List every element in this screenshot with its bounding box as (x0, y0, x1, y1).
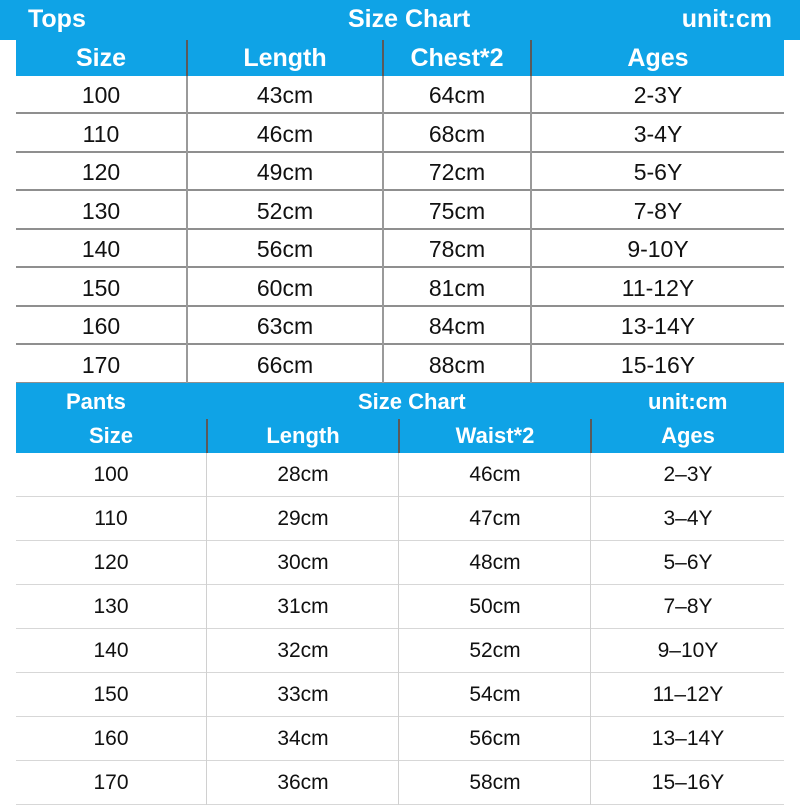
pants-waist-cell: 58cm (469, 771, 521, 794)
tops-size-cell: 120 (81, 159, 121, 185)
pants-ages-cell: 5–6Y (663, 551, 713, 574)
pants-title: Pants (66, 389, 126, 414)
tops-chest-cell: 88cm (428, 351, 486, 378)
pants-table-row (16, 585, 784, 629)
pants-size-cell: 120 (93, 551, 129, 574)
pants-length-cell: 31cm (277, 595, 329, 618)
pants-size-cell: 100 (93, 463, 129, 486)
pants-table-row (16, 629, 784, 673)
tops-ages-cell: 9-10Y (627, 236, 689, 262)
pants-size-cell: 140 (93, 639, 129, 662)
pants-header-row (16, 419, 784, 453)
tops-table-row (16, 76, 784, 114)
pants-ages-cell: 2–3Y (663, 463, 713, 486)
pants-ages-cell: 13–14Y (651, 727, 725, 750)
tops-unit-label: unit:cm (681, 5, 772, 33)
pants-length-cell: 33cm (277, 683, 329, 706)
tops-size-cell: 170 (81, 351, 121, 378)
tops-size-cell: 130 (81, 197, 121, 224)
tops-chest-cell: 84cm (428, 313, 486, 339)
tops-length-cell: 46cm (256, 120, 314, 147)
tops-header-ages: Ages (627, 44, 689, 72)
pants-table-row (16, 717, 784, 761)
pants-header-size: Size (88, 423, 134, 448)
pants-size-cell: 150 (93, 683, 129, 706)
tops-chart-title: Size Chart (348, 5, 471, 33)
tops-table-row (16, 307, 784, 345)
tops-table-row (16, 192, 784, 230)
tops-length-cell: 52cm (256, 197, 314, 224)
pants-waist-cell: 47cm (469, 507, 521, 530)
tops-size-cell: 100 (81, 82, 121, 108)
tops-chest-cell: 81cm (428, 274, 486, 301)
pants-ages-cell: 7–8Y (663, 595, 713, 618)
tops-chest-cell: 72cm (428, 159, 486, 185)
pants-chart-title: Size Chart (358, 389, 466, 414)
pants-table-row (16, 673, 784, 717)
tops-ages-cell: 11-12Y (621, 274, 695, 301)
tops-header-chest: Chest*2 (410, 44, 504, 72)
pants-ages-cell: 9–10Y (657, 639, 719, 662)
tops-chest-cell: 75cm (428, 197, 486, 224)
column-divider (590, 453, 591, 805)
column-divider (382, 76, 384, 384)
column-divider (530, 76, 532, 384)
pants-length-cell: 28cm (277, 463, 329, 486)
pants-header-length: Length (266, 423, 340, 448)
tops-title-bar (0, 0, 800, 40)
tops-length-cell: 49cm (256, 159, 314, 185)
pants-table-row (16, 497, 784, 541)
tops-size-cell: 140 (81, 236, 121, 262)
column-divider (206, 453, 207, 805)
pants-header-ages: Ages (661, 423, 715, 448)
tops-table-row (16, 269, 784, 307)
pants-waist-cell: 54cm (469, 683, 521, 706)
pants-waist-cell: 56cm (469, 727, 521, 750)
tops-header-size: Size (75, 44, 127, 72)
pants-size-cell: 160 (93, 727, 129, 750)
pants-size-cell: 170 (93, 771, 129, 794)
tops-length-cell: 63cm (256, 313, 314, 339)
pants-length-cell: 30cm (277, 551, 329, 574)
tops-ages-cell: 2-3Y (633, 82, 683, 108)
pants-table-row (16, 453, 784, 497)
pants-size-cell: 130 (93, 595, 129, 618)
column-divider (186, 76, 188, 384)
column-divider (398, 453, 399, 805)
tops-ages-cell: 7-8Y (633, 197, 683, 224)
tops-length-cell: 56cm (256, 236, 314, 262)
tops-table-row (16, 115, 784, 153)
pants-waist-cell: 52cm (469, 639, 521, 662)
tops-chest-cell: 64cm (428, 82, 486, 108)
tops-chest-cell: 68cm (428, 120, 486, 147)
pants-title-bar (16, 383, 784, 419)
pants-table-row (16, 761, 784, 805)
tops-header-row (16, 40, 784, 76)
pants-unit-label: unit:cm (648, 389, 728, 414)
tops-title: Tops (28, 5, 86, 33)
tops-ages-cell: 5-6Y (633, 159, 683, 185)
pants-length-cell: 34cm (277, 727, 329, 750)
tops-size-cell: 150 (81, 274, 121, 301)
pants-waist-cell: 46cm (469, 463, 521, 486)
tops-ages-cell: 13-14Y (620, 313, 696, 339)
tops-table-row (16, 153, 784, 191)
tops-length-cell: 66cm (256, 351, 314, 378)
tops-chest-cell: 78cm (428, 236, 486, 262)
tops-length-cell: 43cm (256, 82, 314, 108)
pants-size-cell: 110 (94, 507, 128, 530)
pants-ages-cell: 11–12Y (652, 683, 724, 706)
pants-waist-cell: 48cm (469, 551, 521, 574)
tops-header-length: Length (243, 44, 327, 72)
pants-length-cell: 32cm (277, 639, 329, 662)
pants-waist-cell: 50cm (469, 595, 521, 618)
tops-table-row (16, 230, 784, 268)
tops-size-cell: 110 (82, 120, 120, 147)
tops-table-row (16, 346, 784, 384)
pants-header-waist: Waist*2 (455, 423, 535, 448)
pants-table-row (16, 541, 784, 585)
tops-ages-cell: 15-16Y (620, 351, 696, 378)
tops-ages-cell: 3-4Y (633, 120, 683, 147)
tops-size-cell: 160 (81, 313, 121, 339)
pants-length-cell: 29cm (277, 507, 329, 530)
pants-ages-cell: 15–16Y (651, 771, 725, 794)
pants-ages-cell: 3–4Y (663, 507, 713, 530)
tops-length-cell: 60cm (256, 274, 314, 301)
pants-length-cell: 36cm (277, 771, 329, 794)
